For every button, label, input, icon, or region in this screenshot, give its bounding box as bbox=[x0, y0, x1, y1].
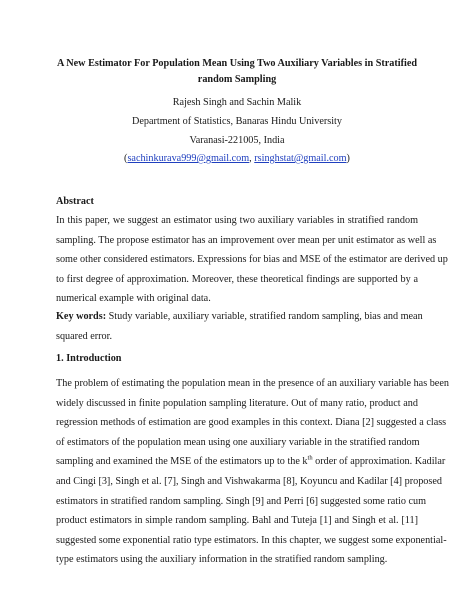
introduction-heading: 1. Introduction bbox=[56, 353, 122, 364]
author-emails bbox=[20, 152, 454, 166]
keywords-line-2: squared error. bbox=[56, 330, 113, 342]
location: Varanasi-221005, India bbox=[189, 135, 285, 146]
kth-superscript: th bbox=[307, 454, 313, 462]
keywords bbox=[56, 307, 423, 346]
intro-line: product estimators in simple random sampling. Bahl and Tuteja [1] and Singh et al. [11] bbox=[56, 515, 418, 527]
intro-line: regression methods of estimation are good examples in this context. Diana [2] suggested a class bbox=[56, 417, 447, 429]
kth-before: sampling and examined the MSE of the estimators up to the k bbox=[56, 456, 308, 468]
intro-line: suggested some exponential ratio type estimators. In this chapter, we suggest some exponential- bbox=[56, 534, 447, 546]
abstract-body bbox=[56, 211, 448, 309]
email-open-paren: ( bbox=[124, 153, 128, 164]
kth-after: order of approximation. Kadilar bbox=[312, 456, 446, 468]
introduction-body bbox=[56, 374, 449, 570]
email-close-paren: ) bbox=[346, 153, 350, 164]
intro-line: estimators in stratified random sampling. Singh [9] and Perri [6] suggested some ratio cum bbox=[56, 495, 427, 507]
abstract-line: numerical example with original data. bbox=[56, 293, 211, 305]
paper-title bbox=[50, 56, 424, 88]
intro-line-kth bbox=[56, 452, 446, 472]
intro-line: and Cingi [3], Singh et al. [7], Singh and Vishwakarma [8], Koyuncu and Kadilar [4] proposed bbox=[56, 475, 442, 487]
author-names: Rajesh Singh and Sachin Malik bbox=[172, 97, 302, 108]
title-line-1: A New Estimator For Population Mean Using Two Auxiliary Variables in Stratified bbox=[56, 58, 418, 69]
intro-line: widely discussed in finite population sampling literature. Out of many ratio, product and bbox=[56, 397, 418, 409]
keywords-line-1 bbox=[56, 307, 423, 327]
keywords-text: Study variable, auxiliary variable, stratified random sampling, bias and mean bbox=[106, 311, 423, 322]
abstract-line: some other considered estimators. Expressions for bias and MSE of the estimator are derived up bbox=[56, 254, 448, 266]
abstract-line: sampling. The propose estimator has an improvement over mean per unit estimator as well as bbox=[56, 234, 437, 246]
intro-line: The problem of estimating the population mean in the presence of an auxiliary variable has been bbox=[56, 378, 449, 389]
abstract-heading: Abstract bbox=[56, 196, 94, 207]
email-link-2[interactable]: rsinghstat@gmail.com bbox=[254, 153, 347, 164]
abstract-line: to first degree of approximation. Moreover, these theoretical findings are supported by a bbox=[56, 273, 418, 285]
affiliation: Department of Statistics, Banaras Hindu University bbox=[132, 116, 342, 127]
abstract-line: In this paper, we suggest an estimator using two auxiliary variables in stratified random bbox=[56, 215, 418, 226]
intro-line: of estimators of the population mean using one auxiliary variable in the stratified random bbox=[56, 436, 420, 448]
keywords-label: Key words: bbox=[56, 311, 107, 322]
email-separator: , bbox=[249, 153, 255, 164]
email-link-1[interactable]: sachinkurava999@gmail.com bbox=[127, 153, 250, 164]
title-line-2: random Sampling bbox=[197, 74, 277, 85]
intro-line: type estimators using the auxiliary information in the stratified random sampling. bbox=[56, 554, 388, 566]
